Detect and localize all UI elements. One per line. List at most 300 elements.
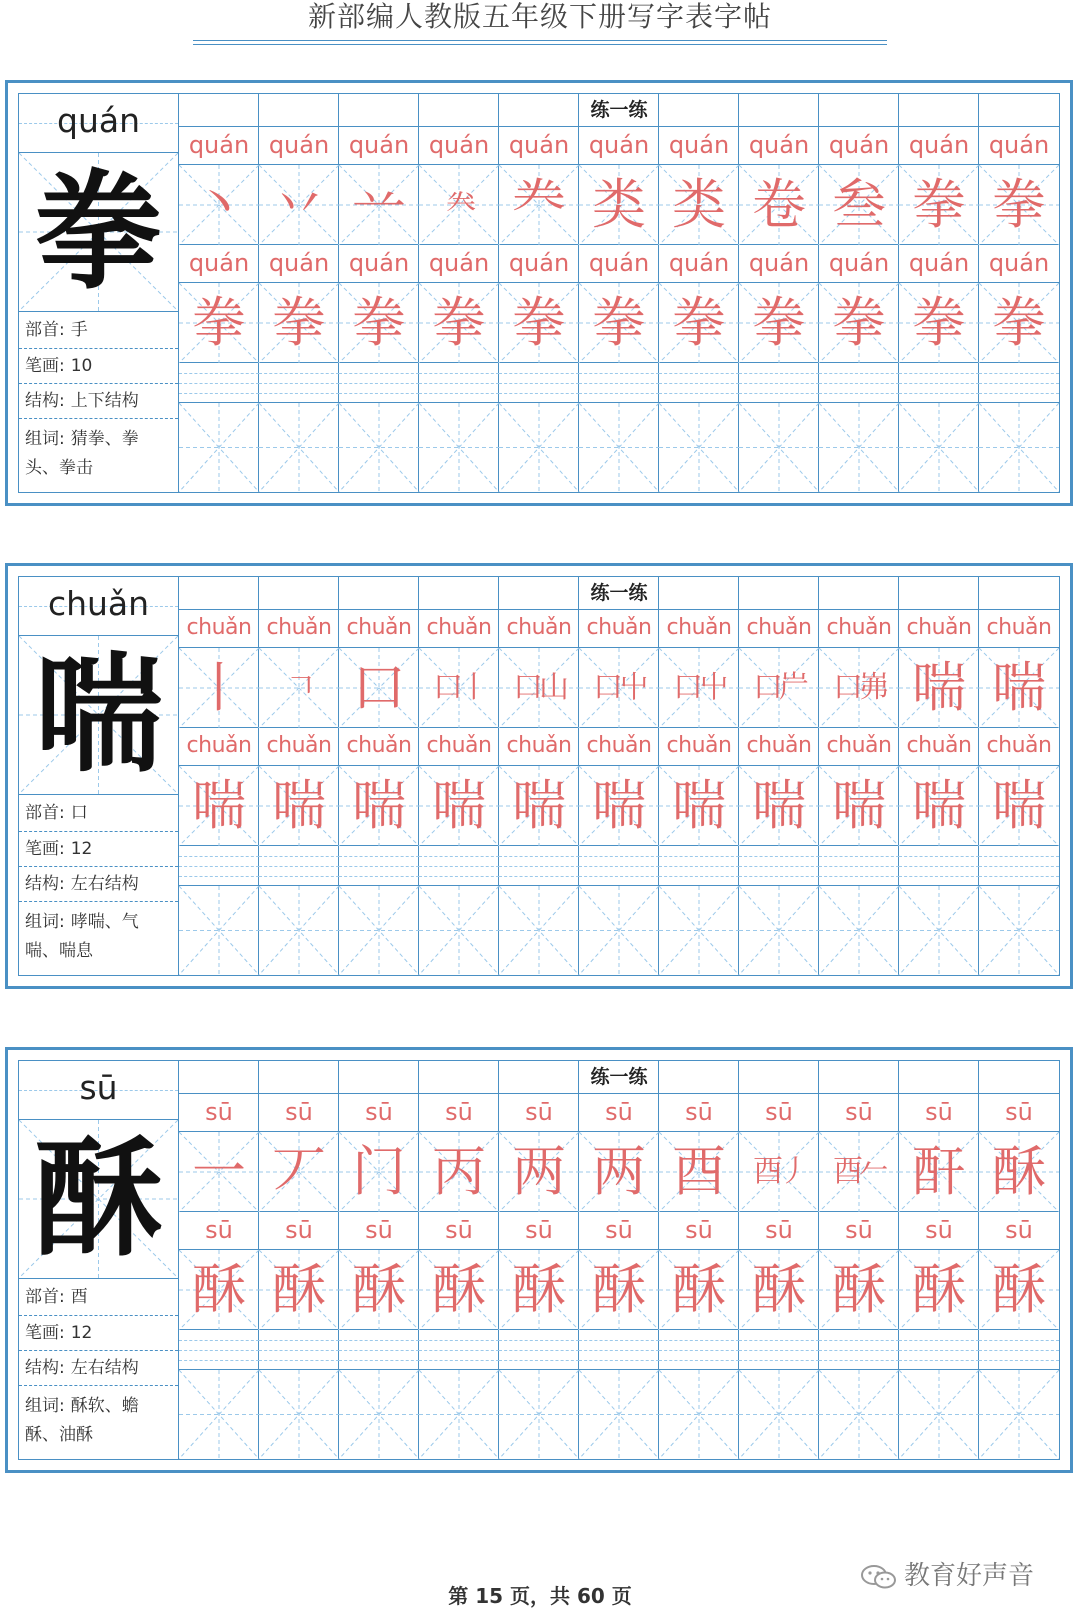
character-info-panel [19, 577, 179, 975]
trace-pinyin: quán [819, 127, 899, 165]
practice-column [659, 1061, 739, 1459]
practice-column [659, 577, 739, 975]
practice-column [739, 94, 819, 492]
trace-pinyin: chuǎn [979, 610, 1059, 648]
blank-writing-cell[interactable] [579, 1370, 659, 1459]
stroke-order-char: 丶 [192, 173, 246, 236]
trace-pinyin: sū [979, 1212, 1059, 1250]
blank-pinyin-cell[interactable] [179, 1330, 259, 1370]
practice-column [819, 94, 899, 492]
blank-pinyin-cell[interactable] [579, 363, 659, 403]
grid-guide-lines [419, 886, 499, 975]
pinyin-guide-line [499, 856, 579, 857]
trace-pinyin: chuǎn [739, 610, 819, 648]
pinyin-guide-line [979, 373, 1059, 374]
trace-char: 酥 [912, 1258, 966, 1321]
trace-pinyin: quán [899, 245, 979, 283]
grid-guide-lines [979, 886, 1059, 975]
blank-writing-cell[interactable] [259, 1370, 339, 1459]
trace-cell [259, 766, 339, 846]
stroke-order-cell [659, 648, 739, 728]
trace-char: 拳 [672, 291, 726, 354]
blank-pinyin-cell[interactable] [979, 363, 1059, 403]
grid-guide-lines [179, 886, 259, 975]
trace-cell [739, 283, 819, 363]
blank-writing-cell[interactable] [899, 886, 979, 975]
trace-cell [979, 1250, 1059, 1330]
grid-guide-lines [499, 1370, 579, 1459]
stroke-order-cell [259, 1132, 339, 1212]
word-examples-info-label: 组词: [25, 1396, 65, 1416]
blank-writing-cell[interactable] [259, 886, 339, 975]
main-character: 喘 [34, 640, 163, 790]
trace-pinyin: chuǎn [659, 610, 739, 648]
pinyin-guide-line [499, 383, 579, 384]
blank-writing-cell[interactable] [659, 886, 739, 975]
main-pinyin [19, 1061, 178, 1120]
stroke-order-char: 类 [672, 173, 726, 236]
pinyin-guide-line [339, 373, 419, 374]
stroke-order-cell [339, 1132, 419, 1212]
trace-pinyin: quán [979, 127, 1059, 165]
trace-cell [339, 1250, 419, 1330]
blank-writing-cell[interactable] [739, 403, 819, 492]
trace-pinyin: chuǎn [979, 728, 1059, 766]
practice-column [259, 577, 339, 975]
trace-cell [339, 283, 419, 363]
stroke-count-info-value: 12 [70, 1323, 93, 1343]
grid-guide-lines [259, 886, 339, 975]
practice-column [339, 1061, 419, 1459]
main-character-cell [19, 1120, 178, 1279]
pinyin-guide-line [419, 866, 499, 867]
blank-writing-cell[interactable] [899, 1370, 979, 1459]
trace-cell [579, 1250, 659, 1330]
trace-cell [579, 283, 659, 363]
radical-info [19, 1279, 178, 1316]
trace-cell [419, 283, 499, 363]
blank-pinyin-cell[interactable] [259, 1330, 339, 1370]
pinyin-guide-line [339, 1340, 419, 1341]
trace-cell [899, 1250, 979, 1330]
pinyin-guide-line [179, 393, 259, 394]
trace-char: 拳 [352, 291, 406, 354]
pinyin-guide-line [819, 1340, 899, 1341]
character-block [5, 1047, 1073, 1473]
practice-column [819, 577, 899, 975]
blank-writing-cell[interactable] [739, 886, 819, 975]
trace-pinyin: quán [659, 245, 739, 283]
main-character-cell [19, 153, 178, 312]
blank-writing-cell[interactable] [819, 1370, 899, 1459]
practice-column [339, 94, 419, 492]
blank-pinyin-cell[interactable] [499, 363, 579, 403]
stroke-order-cell [899, 165, 979, 245]
practice-column [179, 577, 259, 975]
trace-char: 喘 [912, 774, 966, 837]
pinyin-guide-line [339, 1350, 419, 1351]
trace-pinyin: sū [339, 1094, 419, 1132]
pinyin-guide-line [819, 383, 899, 384]
pinyin-guide-line [899, 866, 979, 867]
trace-cell [339, 766, 419, 846]
stroke-order-char: 一 [192, 1140, 246, 1203]
stroke-order-char: 䒑 [352, 173, 406, 236]
pinyin-guide-line [659, 856, 739, 857]
stroke-order-cell [419, 648, 499, 728]
trace-pinyin: chuǎn [659, 728, 739, 766]
grid-guide-lines [899, 403, 979, 492]
blank-pinyin-cell[interactable] [339, 363, 419, 403]
practice-column [419, 94, 499, 492]
trace-char: 喘 [752, 774, 806, 837]
pinyin-guide-line [819, 373, 899, 374]
blank-pinyin-cell[interactable] [819, 1330, 899, 1370]
pinyin-guide-line [739, 383, 819, 384]
blank-writing-cell[interactable] [499, 1370, 579, 1459]
trace-pinyin: quán [739, 127, 819, 165]
word-examples-info-value: 猜拳、拳头、拳击 [25, 429, 139, 478]
stroke-order-char: 口岪 [833, 670, 885, 705]
trace-cell [659, 283, 739, 363]
pinyin-guide-line [819, 1360, 899, 1361]
pinyin-guide-line [979, 856, 1059, 857]
pinyin-guide-line [659, 1360, 739, 1361]
blank-writing-cell[interactable] [499, 403, 579, 492]
pinyin-guide-line [419, 393, 499, 394]
practice-column [899, 577, 979, 975]
blank-writing-cell[interactable] [819, 886, 899, 975]
pinyin-guide-line [499, 1360, 579, 1361]
trace-pinyin: quán [579, 127, 659, 165]
trace-char: 酥 [512, 1258, 566, 1321]
stroke-order-char: 酉 [672, 1140, 726, 1203]
character-table [18, 576, 1060, 976]
pinyin-guide-line [899, 856, 979, 857]
blank-writing-cell[interactable] [339, 1370, 419, 1459]
trace-pinyin: chuǎn [499, 610, 579, 648]
pinyin-guide-line [659, 373, 739, 374]
blank-pinyin-cell[interactable] [819, 363, 899, 403]
stroke-order-cell [579, 648, 659, 728]
blank-pinyin-cell[interactable] [979, 846, 1059, 886]
trace-pinyin: quán [179, 127, 259, 165]
stroke-order-cell [979, 1132, 1059, 1212]
blank-pinyin-cell[interactable] [899, 846, 979, 886]
practice-column [259, 94, 339, 492]
stroke-order-cell [979, 648, 1059, 728]
blank-writing-cell[interactable] [419, 1370, 499, 1459]
word-examples-info [19, 902, 178, 975]
word-examples-info-value: 酥软、蟾酥、油酥 [25, 1396, 139, 1445]
pinyin-guide-line [339, 856, 419, 857]
trace-char: 喘 [992, 774, 1046, 837]
pinyin-guide-line [899, 373, 979, 374]
character-block [5, 563, 1073, 989]
trace-char: 喘 [512, 774, 566, 837]
pinyin-guide-line [419, 383, 499, 384]
radical-info-label: 部首: [25, 1287, 65, 1307]
trace-pinyin: sū [259, 1094, 339, 1132]
structure-info-value: 左右结构 [70, 874, 139, 894]
practice-column [979, 577, 1059, 975]
practice-column [179, 1061, 259, 1459]
pinyin-guide-line [739, 856, 819, 857]
stroke-order-cell [819, 648, 899, 728]
practice-column [579, 1061, 659, 1459]
main-character: 酥 [34, 1124, 163, 1274]
grid-guide-lines [419, 1370, 499, 1459]
pinyin-guide-line [899, 383, 979, 384]
blank-pinyin-cell[interactable] [179, 363, 259, 403]
stroke-order-char: 龹 [512, 173, 566, 236]
blank-writing-cell[interactable] [739, 1370, 819, 1459]
trace-char: 酥 [832, 1258, 886, 1321]
grid-guide-lines [659, 886, 739, 975]
trace-pinyin: chuǎn [739, 728, 819, 766]
stroke-count-info-label: 笔画: [25, 839, 65, 859]
structure-info [19, 1351, 178, 1386]
blank-writing-cell[interactable] [179, 1370, 259, 1459]
practice-column [819, 1061, 899, 1459]
word-examples-info-label: 组词: [25, 429, 65, 449]
trace-char: 喘 [832, 774, 886, 837]
trace-char: 酥 [192, 1258, 246, 1321]
pinyin-guide-line [259, 856, 339, 857]
blank-pinyin-cell[interactable] [419, 363, 499, 403]
pinyin-guide-line [339, 1360, 419, 1361]
pinyin-guide-line [499, 373, 579, 374]
blank-pinyin-cell[interactable] [179, 846, 259, 886]
stroke-count-info [19, 832, 178, 867]
pinyin-guide-line [819, 856, 899, 857]
stroke-order-char: 两 [512, 1140, 566, 1203]
blank-pinyin-cell[interactable] [499, 1330, 579, 1370]
word-examples-info-label: 组词: [25, 912, 65, 932]
pinyin-guide-line [979, 1360, 1059, 1361]
grid-guide-lines [259, 1370, 339, 1459]
title-underline [193, 40, 887, 41]
stroke-order-char: 卷 [752, 173, 806, 236]
blank-pinyin-cell[interactable] [659, 1330, 739, 1370]
pinyin-guide-line [339, 383, 419, 384]
grid-guide-lines [499, 886, 579, 975]
title-underline-2 [193, 44, 887, 45]
blank-pinyin-cell[interactable] [419, 1330, 499, 1370]
blank-writing-cell[interactable] [819, 403, 899, 492]
blank-pinyin-cell[interactable] [579, 846, 659, 886]
stroke-order-cell [339, 165, 419, 245]
blank-pinyin-cell[interactable] [339, 846, 419, 886]
stroke-order-char: 喘 [992, 656, 1046, 719]
trace-pinyin: sū [739, 1094, 819, 1132]
blank-pinyin-cell[interactable] [739, 1330, 819, 1370]
pinyin-guide-line [179, 856, 259, 857]
grid-guide-lines [579, 886, 659, 975]
blank-pinyin-cell[interactable] [579, 1330, 659, 1370]
practice-grid [179, 94, 1059, 492]
pinyin-guide-line [579, 1340, 659, 1341]
pinyin-guide-line [899, 1350, 979, 1351]
trace-char: 酥 [432, 1258, 486, 1321]
main-pinyin-text: sū [79, 1068, 118, 1107]
trace-char: 喘 [672, 774, 726, 837]
trace-pinyin: quán [579, 245, 659, 283]
stroke-order-cell [819, 1132, 899, 1212]
blank-writing-cell[interactable] [339, 403, 419, 492]
blank-writing-cell[interactable] [419, 403, 499, 492]
trace-pinyin: sū [979, 1094, 1059, 1132]
blank-pinyin-cell[interactable] [659, 363, 739, 403]
blank-writing-cell[interactable] [179, 403, 259, 492]
practice-column [339, 577, 419, 975]
trace-pinyin: quán [419, 127, 499, 165]
stroke-order-char: 丨 [192, 656, 246, 719]
stroke-count-info-label: 笔画: [25, 356, 65, 376]
blank-pinyin-cell[interactable] [659, 846, 739, 886]
pinyin-guide-line [979, 876, 1059, 877]
radical-info-label: 部首: [25, 803, 65, 823]
stroke-count-info-label: 笔画: [25, 1323, 65, 1343]
trace-cell [979, 766, 1059, 846]
structure-info [19, 384, 178, 419]
stroke-order-char: 丷 [272, 173, 326, 236]
trace-pinyin: sū [659, 1094, 739, 1132]
trace-char: 酥 [272, 1258, 326, 1321]
blank-writing-cell[interactable] [179, 886, 259, 975]
blank-writing-cell[interactable] [659, 403, 739, 492]
blank-writing-cell[interactable] [899, 403, 979, 492]
radical-info [19, 312, 178, 349]
blank-writing-cell[interactable] [419, 886, 499, 975]
blank-pinyin-cell[interactable] [739, 846, 819, 886]
trace-pinyin: chuǎn [579, 610, 659, 648]
blank-writing-cell[interactable] [579, 403, 659, 492]
blank-writing-cell[interactable] [339, 886, 419, 975]
trace-char: 喘 [272, 774, 326, 837]
grid-guide-lines [979, 403, 1059, 492]
practice-grid [179, 577, 1059, 975]
pinyin-guide-line [579, 383, 659, 384]
stroke-order-cell [179, 648, 259, 728]
practice-column [499, 1061, 579, 1459]
blank-writing-cell[interactable] [979, 1370, 1059, 1459]
trace-cell [659, 1250, 739, 1330]
blank-pinyin-cell[interactable] [979, 1330, 1059, 1370]
grid-guide-lines [659, 403, 739, 492]
pinyin-guide-line [259, 1360, 339, 1361]
character-table [18, 1060, 1060, 1460]
blank-pinyin-cell[interactable] [259, 363, 339, 403]
pinyin-guide-line [739, 373, 819, 374]
trace-cell [819, 766, 899, 846]
blank-pinyin-cell[interactable] [499, 846, 579, 886]
trace-pinyin: sū [259, 1212, 339, 1250]
trace-char: 拳 [912, 291, 966, 354]
trace-cell [259, 283, 339, 363]
blank-pinyin-cell[interactable] [339, 1330, 419, 1370]
grid-guide-lines [739, 403, 819, 492]
grid-guide-lines [339, 403, 419, 492]
pinyin-guide-line [499, 1340, 579, 1341]
pinyin-guide-line [899, 1360, 979, 1361]
stroke-order-cell [419, 165, 499, 245]
grid-guide-lines [179, 1370, 259, 1459]
trace-pinyin: sū [579, 1094, 659, 1132]
trace-cell [419, 766, 499, 846]
blank-pinyin-cell[interactable] [259, 846, 339, 886]
pinyin-guide-line [259, 383, 339, 384]
blank-writing-cell[interactable] [259, 403, 339, 492]
blank-pinyin-cell[interactable] [819, 846, 899, 886]
main-pinyin [19, 94, 178, 153]
blank-writing-cell[interactable] [979, 403, 1059, 492]
pinyin-guide-line [579, 393, 659, 394]
radical-info-value: 酉 [70, 1287, 88, 1307]
stroke-order-cell [339, 648, 419, 728]
practice-column [419, 1061, 499, 1459]
trace-pinyin: quán [339, 127, 419, 165]
blank-pinyin-cell[interactable] [419, 846, 499, 886]
blank-pinyin-cell[interactable] [739, 363, 819, 403]
trace-char: 拳 [592, 291, 646, 354]
trace-pinyin: chuǎn [579, 728, 659, 766]
practice-column [899, 1061, 979, 1459]
trace-pinyin: chuǎn [259, 728, 339, 766]
trace-pinyin: quán [339, 245, 419, 283]
stroke-order-cell [499, 648, 579, 728]
grid-guide-lines [339, 1370, 419, 1459]
practice-column [579, 94, 659, 492]
trace-cell [899, 283, 979, 363]
trace-pinyin: quán [899, 127, 979, 165]
character-block [5, 80, 1073, 506]
stroke-order-char: 酉𠂉 [833, 1154, 885, 1189]
main-character: 拳 [34, 157, 163, 307]
blank-pinyin-cell[interactable] [899, 363, 979, 403]
pinyin-guide-line [979, 866, 1059, 867]
structure-info [19, 867, 178, 902]
pinyin-guide-line [419, 1360, 499, 1361]
practice-header: 练一练 [179, 577, 1059, 610]
trace-pinyin: sū [739, 1212, 819, 1250]
grid-guide-lines [739, 1370, 819, 1459]
trace-char: 拳 [992, 291, 1046, 354]
trace-pinyin: sū [899, 1094, 979, 1132]
trace-char: 喘 [352, 774, 406, 837]
pinyin-guide-line [579, 373, 659, 374]
pinyin-guide-line [579, 876, 659, 877]
trace-char: 拳 [832, 291, 886, 354]
blank-writing-cell[interactable] [979, 886, 1059, 975]
trace-char: 喘 [432, 774, 486, 837]
blank-writing-cell[interactable] [579, 886, 659, 975]
grid-guide-lines [979, 1370, 1059, 1459]
stroke-order-cell [899, 648, 979, 728]
stroke-order-char: 拳 [912, 173, 966, 236]
stroke-order-char: 𠔉 [446, 187, 472, 222]
character-info-panel [19, 94, 179, 492]
pinyin-guide-line [899, 1340, 979, 1341]
stroke-order-cell [259, 648, 339, 728]
blank-writing-cell[interactable] [499, 886, 579, 975]
stroke-order-char: 口屮 [593, 670, 645, 705]
pinyin-guide-line [739, 1350, 819, 1351]
blank-writing-cell[interactable] [659, 1370, 739, 1459]
pinyin-guide-line [419, 1350, 499, 1351]
trace-pinyin: chuǎn [259, 610, 339, 648]
blank-pinyin-cell[interactable] [899, 1330, 979, 1370]
